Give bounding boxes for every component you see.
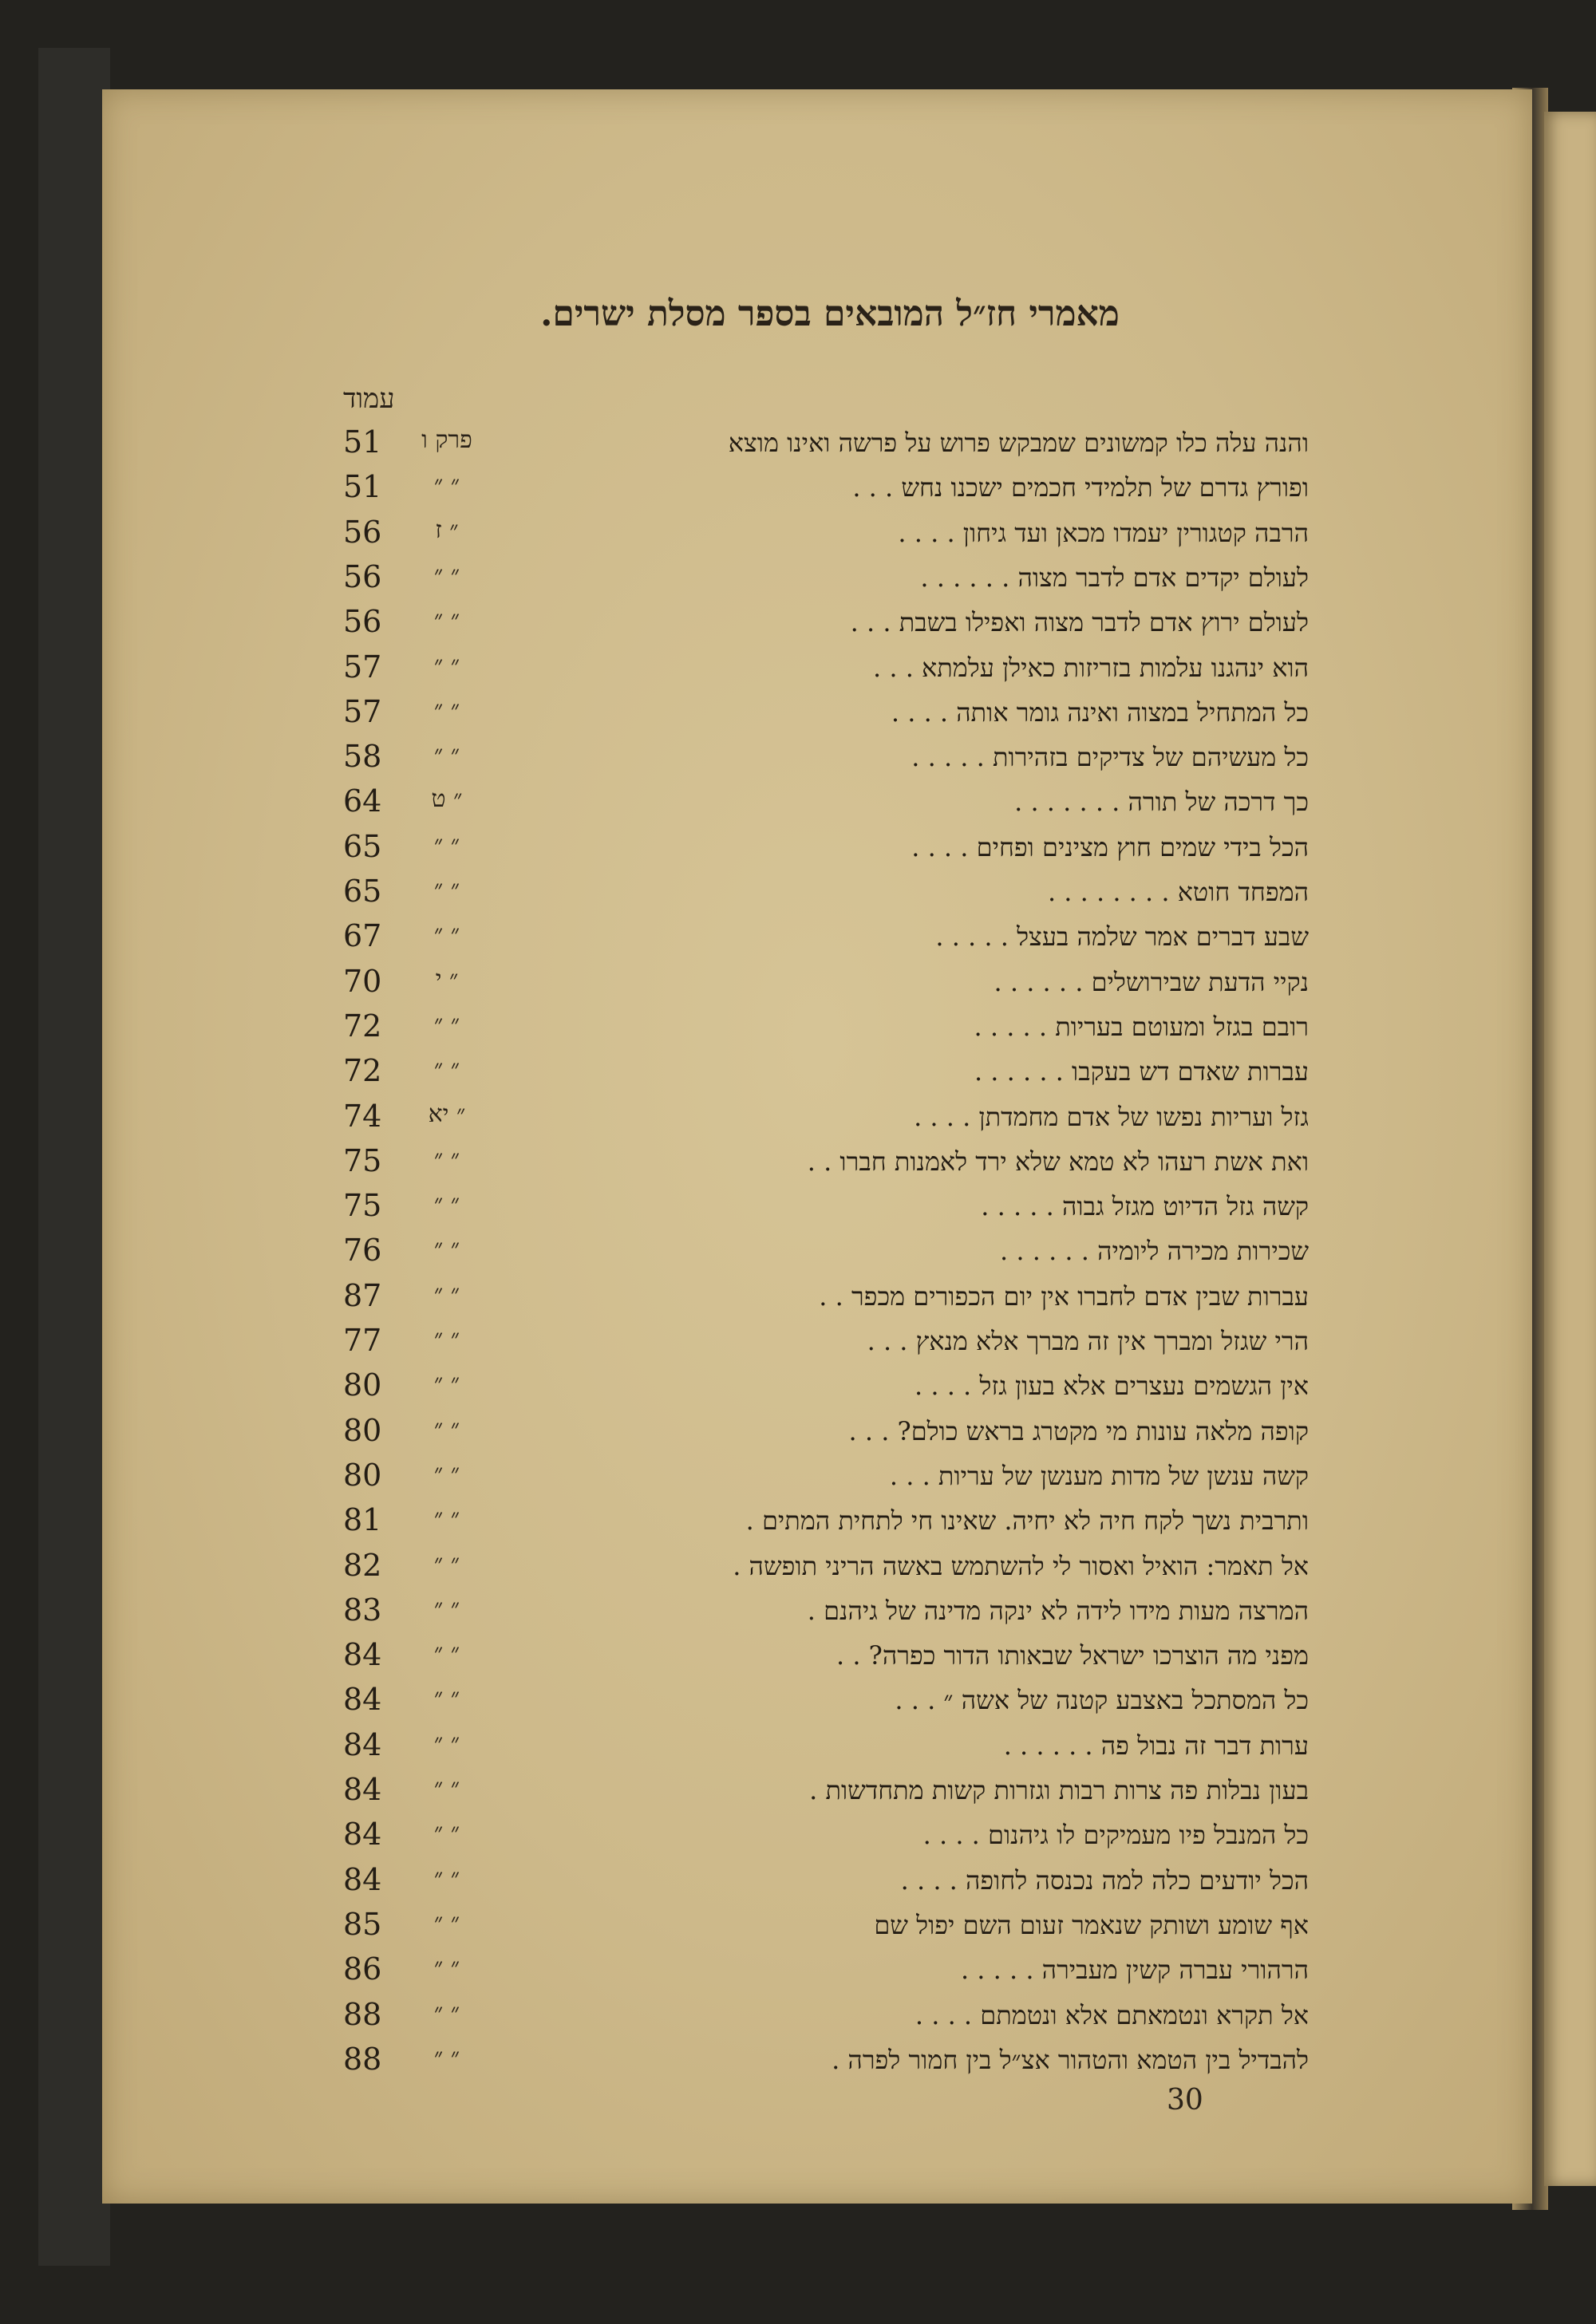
row-phrase: הרבה קטגורין יעמדו מכאן ועד גיחון . . . . [898,517,1309,548]
index-row [343,515,1309,559]
row-chapter: ״ ״ [433,740,460,769]
page-title: מאמרי חז״ל המובאים בספר מסלת ישרים. [540,294,1120,334]
row-phrase: שבע דברים אמר שלמה בעצל . . . . . [935,921,1309,953]
row-page-number: 88 [343,2041,382,2077]
row-page-number: 76 [343,1233,382,1269]
row-chapter: ״ ״ [433,1728,460,1757]
row-chapter: ״ ״ [433,1324,460,1352]
row-chapter: ״ ז [435,515,459,544]
index-row [343,1548,1309,1592]
row-page-number: 82 [343,1547,382,1583]
index-row [343,1413,1309,1458]
row-chapter: ״ ״ [433,1818,460,1847]
row-phrase: נקיי הדעת שבירושלים . . . . . . [994,966,1309,997]
row-phrase: ופורץ גדרם של תלמידי חכמים ישכנו נחש . . . [852,472,1309,503]
row-chapter: ״ ״ [433,875,460,903]
row-chapter: ״ ״ [433,920,460,949]
row-chapter: ״ ״ [433,1458,460,1487]
row-phrase: קופה מלאה עונות מי מקטרג בראש כולם? . . . [848,1415,1309,1446]
row-chapter: פרק ו [421,426,472,454]
row-page-number: 75 [343,1142,382,1178]
row-page-number: 80 [343,1412,382,1448]
row-phrase: כל המסתכל באצבע קטנה של אשה ״ . . . [895,1685,1309,1716]
index-row [343,1278,1309,1323]
row-chapter: ״ ״ [433,1369,460,1398]
row-page-number: 84 [343,1726,382,1762]
index-row [343,604,1309,649]
index-row [343,649,1309,694]
index-row [343,1458,1309,1502]
row-page-number: 84 [343,1817,382,1852]
row-chapter: ״ יא [428,1099,466,1128]
row-page-number: 65 [343,828,382,864]
index-row [343,1862,1309,1907]
row-page-number: 56 [343,558,382,594]
row-chapter: ״ ״ [433,1504,460,1533]
row-phrase: הוא ינהגנו עלמות בזריזות כאילן עלמתא . . . [873,652,1309,683]
row-phrase: אין הגשמים נעצרים אלא בעון גזל . . . . [915,1371,1309,1402]
row-chapter: ״ ״ [433,1190,460,1218]
row-page-number: 80 [343,1367,382,1403]
row-page-number: 77 [343,1323,382,1358]
row-chapter: ״ ״ [433,1593,460,1622]
index-row [343,1907,1309,1951]
row-phrase: הכל יודעים כלה למה נכנסה לחופה . . . . [900,1864,1309,1896]
row-phrase: כך דרכה של תורה . . . . . . . [1014,787,1309,818]
row-chapter: ״ ״ [433,1863,460,1892]
row-page-number: 70 [343,963,382,999]
index-row [343,424,1309,469]
index-row [343,1099,1309,1143]
index-row [343,874,1309,918]
row-phrase: הכל בידי שמים חוץ מצינים ופחים . . . . [911,831,1309,862]
row-chapter: ״ ״ [433,1639,460,1667]
row-page-number: 84 [343,1772,382,1807]
row-phrase: כל המנבל פיו מעמיקים לו גיהנום . . . . [922,1820,1309,1851]
row-phrase: עברות שבין אדם לחברו אין יום הכפורים מכפר . . [819,1280,1309,1312]
book-cover-edge [38,48,110,2266]
row-chapter: ״ ״ [433,1279,460,1308]
row-phrase: אל תאמר: הואיל ואסור לי להשתמש באשה הריני תופשה . [733,1550,1309,1581]
index-row [343,1143,1309,1188]
index-row [343,1951,1309,1996]
row-phrase: הרי שגזל ומברך אין זה מברך אלא מנאץ . . . [867,1326,1309,1356]
index-row [343,1772,1309,1817]
index-row [343,1637,1309,1682]
row-page-number: 81 [343,1502,382,1538]
row-chapter: ״ ״ [433,471,460,499]
row-chapter: ״ ״ [433,1998,460,2026]
row-page-number: 56 [343,514,382,550]
row-phrase: בעון נבלות פה צרות רבות וגזרות קשות מתחדשות . [809,1775,1309,1805]
row-phrase: לעולם ירוץ אדם לדבר מצוה ואפילו בשבת . . . [850,607,1309,638]
row-chapter: ״ ״ [433,1009,460,1038]
row-chapter: ״ ״ [433,650,460,679]
row-chapter: ״ ״ [433,1144,460,1173]
row-phrase: אף שומע ושותק שנאמר זעום השם יפול שם [874,1909,1309,1940]
row-phrase: ואת אשת רעהו לא טמא שלא ירד לאמנות חברו . . [807,1146,1309,1177]
row-phrase: המרצה מעות מידו לידה לא ינקה מדינה של גיהנם . [807,1595,1309,1626]
index-row [343,783,1309,828]
index-row [343,1817,1309,1861]
facing-page-edge [1544,112,1596,2186]
index-row [343,1188,1309,1233]
row-chapter: ״ ״ [433,2042,460,2071]
row-chapter: ״ ״ [433,1414,460,1442]
row-chapter: ״ ״ [433,606,460,634]
row-phrase: לעולם יקדים אדם לדבר מצוה . . . . . . [920,562,1309,593]
row-chapter: ״ ״ [433,560,460,589]
row-page-number: 57 [343,649,382,685]
row-chapter: ״ ״ [433,695,460,724]
index-row [343,1053,1309,1098]
row-phrase: שכירות מכירה ליומיה . . . . . . [1000,1236,1309,1267]
index-row [343,918,1309,963]
row-page-number: 83 [343,1592,382,1628]
index-row [343,1233,1309,1277]
row-phrase: מפני מה הוצרכו ישראל שבאותו הדור כפרה? . . [836,1640,1309,1671]
row-phrase: רובם בגזל ומעוטם בעריות . . . . . [974,1011,1309,1042]
index-row [343,694,1309,739]
row-phrase: קשה ענשן של מדות מענשן של עריות . . . [889,1460,1309,1491]
row-page-number: 80 [343,1457,382,1493]
index-row [343,739,1309,783]
index-row [343,1323,1309,1367]
row-page-number: 75 [343,1188,382,1224]
row-page-number: 57 [343,693,382,729]
index-row [343,964,1309,1008]
row-page-number: 72 [343,1053,382,1089]
row-phrase: כל המתחיל במצוה ואינה גומר אותה . . . . [891,696,1309,728]
index-row [343,829,1309,874]
row-phrase: והנה עלה כלו קמשונים שמבקש פרוש על פרשה ואינו מוצא [728,428,1309,458]
row-chapter: ״ ״ [433,1683,460,1712]
index-row [343,1008,1309,1053]
row-phrase: אל תקרא ונטמאתם אלא ונטמתם . . . . [915,1999,1309,2030]
row-phrase: הרהורי עברה קשין מעבירה . . . . . [960,1955,1309,1986]
row-page-number: 86 [343,1951,382,1987]
row-chapter: ״ י [435,965,459,993]
row-page-number: 87 [343,1277,382,1313]
row-page-number: 51 [343,424,382,460]
row-chapter: ״ ״ [433,1908,460,1936]
page-column-header: עמוד [343,383,395,415]
index-row [343,1682,1309,1726]
footer-page-number: 30 [1167,2084,1203,2117]
row-page-number: 67 [343,918,382,954]
row-page-number: 84 [343,1682,382,1718]
index-row [343,1727,1309,1772]
row-page-number: 51 [343,469,382,505]
row-chapter: ״ ״ [433,1549,460,1577]
row-phrase: גזל ועריות נפשו של אדם מחמדתן . . . . [914,1101,1309,1132]
row-chapter: ״ ״ [433,1774,460,1801]
row-page-number: 58 [343,739,382,775]
index-row [343,1592,1309,1637]
row-phrase: כל מעשיהם של צדיקים בזהירות . . . . . [911,742,1309,773]
row-page-number: 84 [343,1637,382,1673]
row-phrase: ותרבית נשך לקח חיה לא יחיה. שאינו חי לתחית המתים . [745,1505,1309,1537]
row-chapter: ״ ״ [433,1953,460,1982]
index-row [343,559,1309,604]
index-row [343,1367,1309,1412]
row-page-number: 74 [343,1098,382,1134]
row-phrase: ערות דבר זה נבול פה . . . . . . [1003,1730,1309,1761]
index-row [343,2042,1309,2086]
row-chapter: ״ ״ [433,1234,460,1263]
row-phrase: עברות שאדם דש בעקבו . . . . . . [974,1056,1309,1087]
row-page-number: 56 [343,604,382,640]
row-page-number: 88 [343,1996,382,2032]
row-page-number: 65 [343,874,382,909]
row-phrase: להבדיל בין הטמא והטהור אצ״ל בין חמור לפרה . [832,2044,1309,2075]
row-chapter: ״ ״ [433,830,460,858]
index-row [343,1502,1309,1547]
row-page-number: 72 [343,1008,382,1044]
row-phrase: המפחד חוטא . . . . . . . . [1047,877,1309,907]
row-chapter: ״ ״ [433,1055,460,1083]
index-row [343,469,1309,514]
row-page-number: 64 [343,783,382,819]
row-page-number: 84 [343,1861,382,1897]
row-page-number: 85 [343,1906,382,1942]
row-chapter: ״ ט [431,785,463,814]
index-row [343,1997,1309,2042]
row-phrase: קשה גזל הדיוט מגזל גבוה . . . . . [981,1191,1309,1222]
